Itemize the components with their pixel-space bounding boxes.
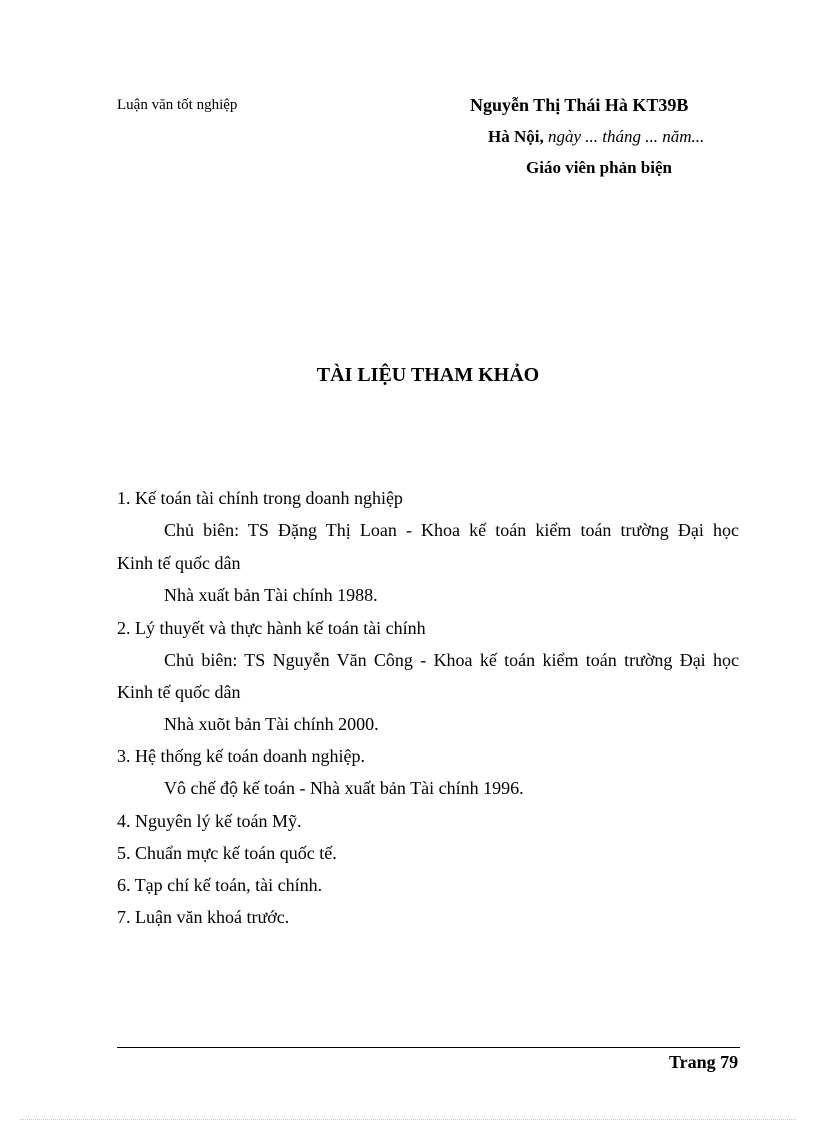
signoff-date-line (488, 127, 704, 147)
reference-5-title: 5. Chuẩn mực kế toán quốc tế. (117, 843, 337, 863)
page-number: Trang 79 (669, 1052, 739, 1072)
reference-2-publisher: Nhà xuõt bản Tài chính 2000. (164, 714, 379, 734)
header-left-label: Luận văn tốt nghiệp (117, 97, 238, 113)
reference-2-editor-cont: Kinh tế quốc dân (117, 682, 241, 702)
reference-2-editor: Chủ biên: TS Nguyễn Văn Công - Khoa kế toán kiểm toán trường Đại học (164, 650, 739, 670)
reference-1-publisher: Nhà xuất bản Tài chính 1988. (164, 585, 378, 605)
signoff-place: Hà Nội, (488, 127, 544, 146)
page-edge-divider (20, 1119, 796, 1120)
page-title: TÀI LIỆU THAM KHẢO (316, 364, 540, 386)
header-author: Nguyễn Thị Thái Hà KT39B (470, 95, 689, 115)
reference-6-title: 6. Tạp chí kế toán, tài chính. (117, 875, 323, 895)
reference-7-title: 7. Luận văn khoá trước. (117, 907, 290, 927)
reference-1-editor-cont: Kinh tế quốc dân (117, 553, 241, 573)
reference-1-title: 1. Kế toán tài chính trong doanh nghiệp (117, 488, 403, 508)
reference-1-editor: Chủ biên: TS Đặng Thị Loan - Khoa kế toán kiểm toán trường Đại học (164, 520, 739, 540)
reference-3-publisher: Vô chế độ kế toán - Nhà xuất bản Tài chính 1996. (164, 778, 524, 798)
signoff-date: ngày ... tháng ... năm... (547, 127, 705, 146)
signoff-role: Giáo viên phản biện (526, 158, 672, 177)
footer-divider (117, 1047, 740, 1048)
reference-3-title: 3. Hệ thống kế toán doanh nghiệp. (117, 746, 365, 766)
reference-4-title: 4. Nguyên lý kế toán Mỹ. (117, 811, 302, 831)
reference-2-title: 2. Lý thuyết và thực hành kế toán tài chính (117, 618, 426, 638)
